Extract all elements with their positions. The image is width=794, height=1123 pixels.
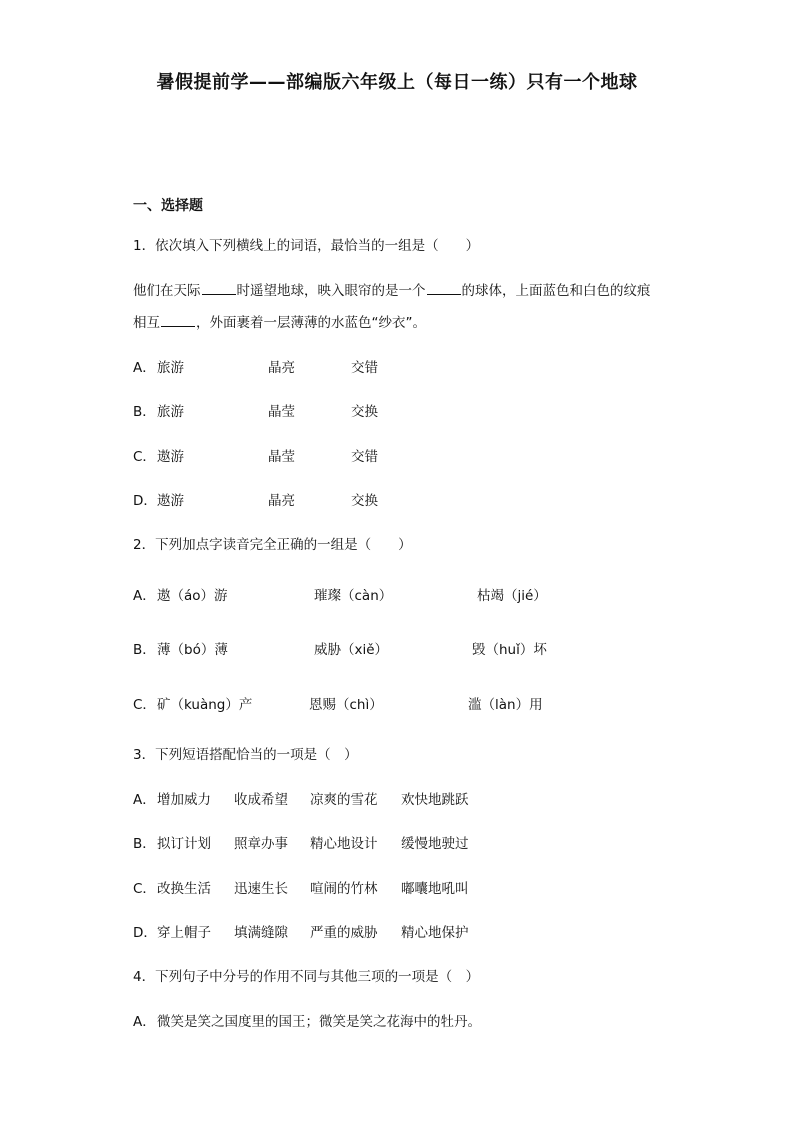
section-heading: 一、选择题 <box>133 198 203 214</box>
question-1-passage-line-2: 相互 ，外面裹着一层薄薄的水蓝色“纱衣”。 <box>133 315 426 331</box>
blank-3 <box>161 313 195 327</box>
blank-1 <box>202 281 236 295</box>
question-1-passage-line-1: 他们在天际 时遥望地球，映入眼帘的是一个 的球体，上面蓝色和白色的纹痕 <box>133 283 651 299</box>
question-3-stem: 3．下列短语搭配恰当的一项是（ ） <box>133 747 358 763</box>
page-title: 暑假提前学——部编版六年级上（每日一练）只有一个地球 <box>156 72 638 93</box>
blank-2 <box>427 281 461 295</box>
question-2-stem: 2．下列加点字读音完全正确的一组是（ ） <box>133 537 412 553</box>
question-4-stem: 4．下列句子中分号的作用不同与其他三项的一项是（ ） <box>133 969 480 985</box>
worksheet-page: 暑假提前学——部编版六年级上（每日一练）只有一个地球 一、选择题 1．依次填入下列横线上的词语，最恰当的一组是（ ） 他们在天际 时遥望地球，映入眼帘的是一个 的球体，上面蓝色和白色的纹痕 相互 ，外面裹着一层薄薄的水蓝色“纱衣”。 A． 旅游 晶亮 交错 B． 旅游 晶莹 交换 C． 遨游 晶莹 交错 D． 遨游 晶亮 交换 2．下列加点字读音完全正确的一组是（ ） A． 遨（áo）游 璀璨（càn） 枯竭（jié） B． 薄（bó）薄 威胁（xiě） 毁（huǐ）坏 C． 矿（kuàng）产 恩赐（chì） 滥（làn）用 3．下列短语搭配恰当的一项是（ ） A． 增加威力 收成希望 凉爽的雪花 欢快地跳跃 B． 拟订计划 照章办事 精心地设计 缓慢地驶过 C． 改换生活 迅速生长 喧闹的竹林 嘟囔地吼叫 D． 穿上帽子 填满缝隙 严重的威胁 精心地保护 4．下列句子中分号的作用不同与其他三项的一项是（ ） A． 微笑是笑之国度里的国王；微笑是笑之花海中的牡丹。 <box>0 0 794 1123</box>
question-1-stem: 1．依次填入下列横线上的词语，最恰当的一组是（ ） <box>133 238 480 254</box>
